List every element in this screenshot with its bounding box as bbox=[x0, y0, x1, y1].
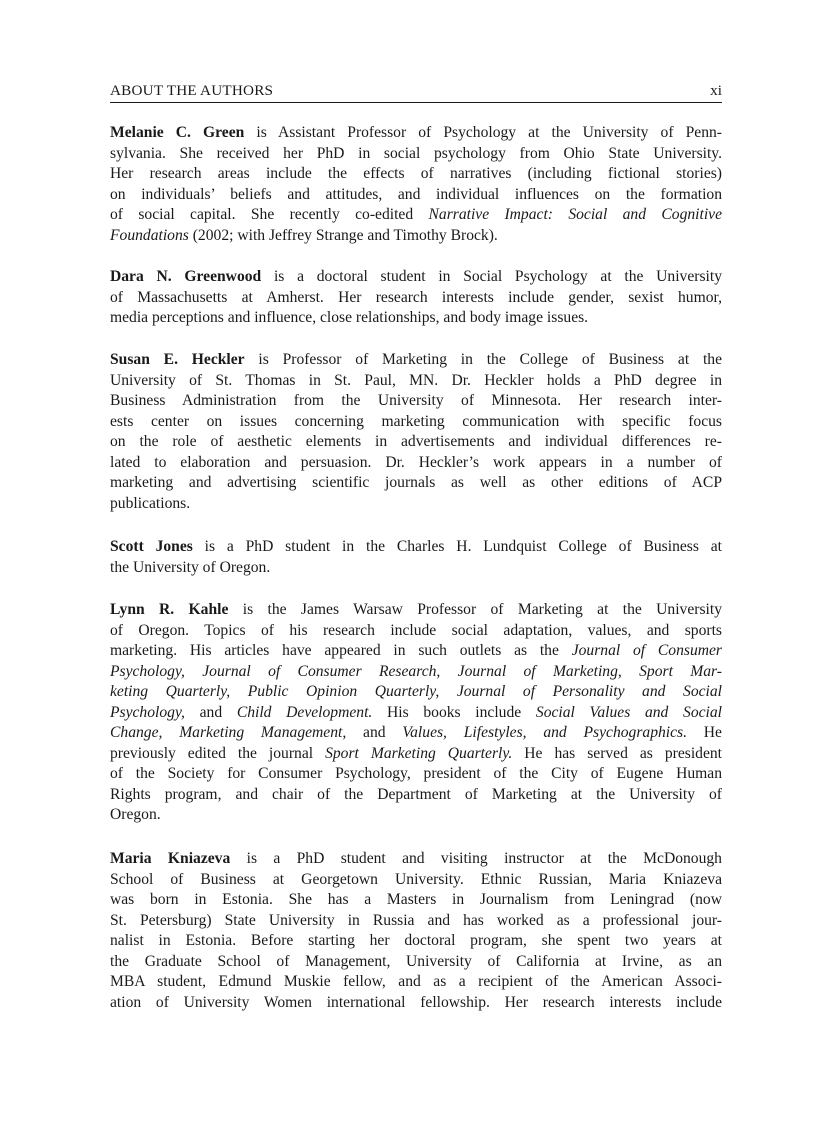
text-line bbox=[110, 391, 722, 412]
author-name: Melanie C. Green bbox=[110, 124, 245, 141]
text-line bbox=[110, 662, 722, 683]
bio-scott-jones bbox=[110, 537, 722, 578]
italic-title: Child Development. bbox=[236, 703, 373, 721]
text-line bbox=[110, 558, 722, 579]
author-name: Scott Jones bbox=[110, 538, 193, 555]
author-name: Dara N. Greenwood bbox=[110, 268, 262, 285]
text-line bbox=[110, 453, 722, 474]
body-text: publications. bbox=[110, 494, 191, 512]
text-line bbox=[110, 890, 722, 911]
text-line bbox=[110, 641, 722, 662]
body-text: marketing. His articles have appeared in such outlets as the bbox=[110, 642, 572, 659]
italic-title: Journal of Consumer bbox=[571, 642, 723, 659]
text-line bbox=[110, 931, 722, 952]
italic-title: Change, Marketing Management, bbox=[110, 724, 347, 741]
italic-title: Social Values and Social bbox=[535, 703, 722, 721]
body-text: St. Petersburg) State University in Russia and has worked as a professional jour- bbox=[110, 911, 722, 929]
body-text: is a PhD student and visiting instructor at the McDonough bbox=[230, 850, 722, 867]
body-text: is a PhD student in the Charles H. Lundquist College of Business at bbox=[192, 538, 722, 555]
body-text: He bbox=[687, 724, 722, 741]
body-text: of the Society for Consumer Psychology, president of the City of Eugene Human bbox=[110, 765, 722, 782]
body-text: His books include bbox=[372, 703, 536, 721]
text-line bbox=[110, 537, 722, 558]
text-line bbox=[110, 308, 722, 329]
body-text: He has served as president bbox=[512, 744, 723, 762]
text-line bbox=[110, 870, 722, 891]
body-text: MBA student, Edmund Muskie fellow, and as a recipient of the American Associ- bbox=[110, 973, 722, 990]
text-line bbox=[110, 164, 722, 185]
text-line bbox=[110, 723, 722, 744]
text-line bbox=[110, 267, 722, 288]
body-text: is Professor of Marketing in the College of Business at the bbox=[244, 351, 722, 368]
text-line bbox=[110, 972, 722, 993]
page-number: xi bbox=[710, 82, 722, 99]
italic-title: keting Quarterly, Public Opinion Quarterly, Journal of Personality and Social bbox=[110, 683, 722, 700]
text-line bbox=[110, 432, 722, 453]
text-line bbox=[110, 371, 722, 392]
body-text: marketing and advertising scientific journals as well as other editions of ACP bbox=[110, 474, 722, 491]
italic-title: Sport Marketing Quarterly. bbox=[325, 744, 513, 762]
bio-susan-heckler bbox=[110, 350, 722, 514]
running-header bbox=[110, 82, 722, 103]
author-name: Lynn R. Kahle bbox=[110, 601, 229, 618]
body-text: Business Administration from the University of Minnesota. Her research inter- bbox=[110, 392, 722, 409]
text-line bbox=[110, 849, 722, 870]
body-text: was born in Estonia. She has a Masters in Journalism from Leningrad (now bbox=[110, 891, 722, 908]
text-line bbox=[110, 600, 722, 621]
body-text: School of Business at Georgetown University. Ethnic Russian, Maria Kniazeva bbox=[110, 870, 722, 888]
bio-lynn-kahle bbox=[110, 600, 722, 826]
text-line bbox=[110, 123, 722, 144]
italic-title: Narrative Impact: Social and Cognitive bbox=[428, 206, 723, 223]
body-text: and bbox=[184, 703, 237, 721]
text-line bbox=[110, 350, 722, 371]
body-text: is Assistant Professor of Psychology at the University of Penn- bbox=[244, 124, 723, 141]
text-line bbox=[110, 952, 722, 973]
text-line bbox=[110, 412, 722, 433]
text-line bbox=[110, 911, 722, 932]
body-text: media perceptions and influence, close relationships, and body image issues. bbox=[110, 309, 589, 326]
text-line bbox=[110, 226, 722, 247]
body-text: (2002; with Jeffrey Strange and Timothy Brock). bbox=[188, 226, 498, 244]
body-text: of social capital. She recently co-edited bbox=[110, 206, 429, 223]
bio-maria-kniazeva bbox=[110, 849, 722, 1013]
italic-title: Psychology, Journal of Consumer Research, Journal of Marketing, Sport Mar- bbox=[110, 662, 722, 680]
body-text: sylvania. She received her PhD in social psychology from Ohio State University. bbox=[110, 144, 722, 162]
bio-melanie-green bbox=[110, 123, 722, 246]
body-text: University of St. Thomas in St. Paul, MN. Dr. Heckler holds a PhD degree in bbox=[110, 371, 722, 389]
body-text: on the role of aesthetic elements in advertisements and individual differences re- bbox=[110, 433, 722, 450]
body-text: ation of University Women international fellowship. Her research interests include bbox=[110, 993, 722, 1011]
body-text: and bbox=[346, 724, 403, 741]
text-line bbox=[110, 993, 722, 1014]
body-text: nalist in Estonia. Before starting her doctoral program, she spent two years at bbox=[110, 932, 722, 949]
body-text: previously edited the journal bbox=[110, 744, 326, 762]
body-text: lated to elaboration and persuasion. Dr. Heckler’s work appears in a number of bbox=[110, 453, 722, 471]
running-title: ABOUT THE AUTHORS bbox=[110, 82, 274, 99]
text-line bbox=[110, 785, 722, 806]
author-name: Maria Kniazeva bbox=[110, 850, 231, 867]
author-name: Susan E. Heckler bbox=[110, 351, 245, 368]
body-text: of Oregon. Topics of his research include social adaptation, values, and sports bbox=[110, 621, 722, 639]
text-line bbox=[110, 744, 722, 765]
body-text: Rights program, and chair of the Department of Marketing at the University of bbox=[110, 785, 722, 803]
body-text: ests center on issues concerning marketing communication with specific focus bbox=[110, 412, 722, 430]
body-text: of Massachusetts at Amherst. Her research interests include gender, sexist humor, bbox=[110, 288, 722, 306]
italic-title: Psychology, bbox=[110, 703, 185, 721]
text-line bbox=[110, 494, 722, 515]
body-text: Oregon. bbox=[110, 806, 161, 823]
body-text: the Graduate School of Management, University of California at Irvine, as an bbox=[110, 952, 722, 970]
text-line bbox=[110, 703, 722, 724]
body-text: Her research areas include the effects of narratives (including fictional stories) bbox=[110, 165, 722, 182]
italic-title: Foundations bbox=[110, 226, 189, 244]
text-line bbox=[110, 805, 722, 826]
text-line bbox=[110, 144, 722, 165]
body-text: on individuals’ beliefs and attitudes, and individual influences on the formation bbox=[110, 185, 722, 203]
text-line bbox=[110, 205, 722, 226]
text-line bbox=[110, 288, 722, 309]
body-text: the University of Oregon. bbox=[110, 558, 271, 576]
italic-title: Values, Lifestyles, and Psychographics. bbox=[402, 724, 688, 741]
text-line bbox=[110, 621, 722, 642]
body-text: is the James Warsaw Professor of Marketing at the University bbox=[228, 601, 722, 618]
body-text: is a doctoral student in Social Psychology at the University bbox=[261, 268, 722, 285]
text-line bbox=[110, 473, 722, 494]
text-line bbox=[110, 682, 722, 703]
bio-dara-greenwood bbox=[110, 267, 722, 329]
text-line bbox=[110, 185, 722, 206]
text-line bbox=[110, 764, 722, 785]
